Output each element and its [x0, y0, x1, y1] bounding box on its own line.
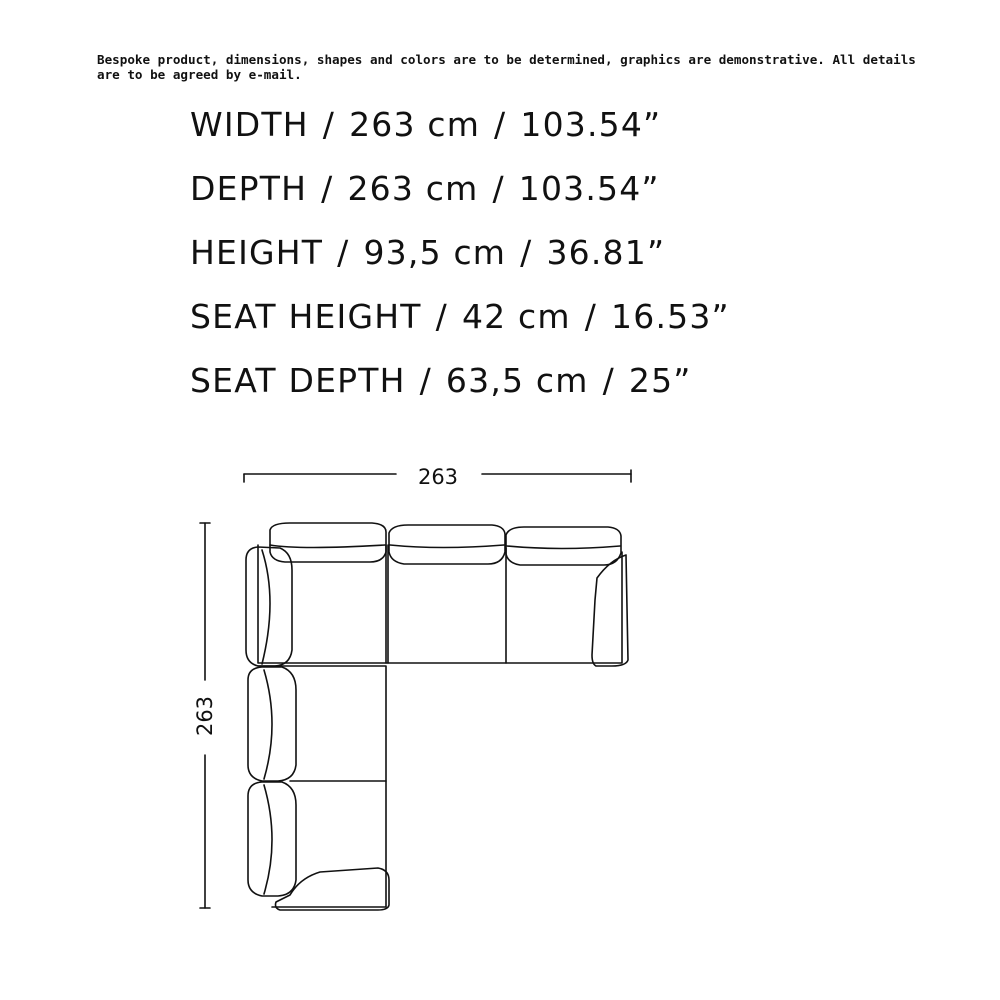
side-seat-base — [258, 666, 386, 907]
dimension-cm: 63,5 cm — [445, 361, 589, 400]
dimension-inch: 16.53” — [611, 297, 730, 336]
corner-back-cushion — [246, 547, 292, 666]
separator: / — [419, 361, 432, 400]
cushion-line — [262, 550, 270, 664]
separator: / — [584, 297, 598, 336]
dimension-inch: 36.81” — [546, 233, 666, 272]
separator: / — [492, 169, 505, 208]
width-dimension — [244, 465, 631, 489]
cushion-line — [390, 545, 504, 548]
width-label: 263 — [417, 465, 459, 489]
dimension-cm: 263 cm — [347, 169, 479, 208]
separator: / — [322, 105, 336, 144]
dimension-cm: 93,5 cm — [363, 233, 507, 272]
separator: / — [435, 297, 448, 336]
cushion-line — [270, 545, 385, 548]
back-cushion-top-1 — [270, 523, 386, 562]
dimension-label: DEPTH — [190, 169, 308, 208]
cushion-line — [264, 785, 272, 894]
separator: / — [494, 105, 507, 144]
cushion-line — [507, 546, 620, 549]
back-cushion-top-3 — [506, 527, 621, 565]
separator: / — [321, 169, 334, 208]
depth-label: 263 — [193, 695, 217, 737]
depth-dimension — [193, 523, 217, 908]
dimension-label: SEAT DEPTH — [190, 361, 406, 400]
separator: / — [520, 233, 533, 272]
dimension-inch: 103.54” — [520, 105, 662, 144]
separator: / — [337, 233, 350, 272]
sofa-outline — [246, 523, 628, 910]
dimension-inch: 103.54” — [518, 169, 660, 208]
dimension-inch: 25” — [628, 361, 692, 400]
dimension-cm: 42 cm — [461, 297, 571, 336]
dimension-label: WIDTH — [190, 105, 309, 144]
dimension-cm: 263 cm — [349, 105, 481, 144]
dimension-label: SEAT HEIGHT — [190, 297, 422, 336]
dimension-label: HEIGHT — [190, 233, 324, 272]
disclaimer-text: Bespoke product, dimensions, shapes and colors are to be determined, graphics are demonstrative. All details are to be agreed by e-mail. — [97, 52, 916, 82]
back-cushion-top-2 — [389, 525, 505, 564]
separator: / — [602, 361, 615, 400]
cushion-line — [264, 670, 272, 779]
